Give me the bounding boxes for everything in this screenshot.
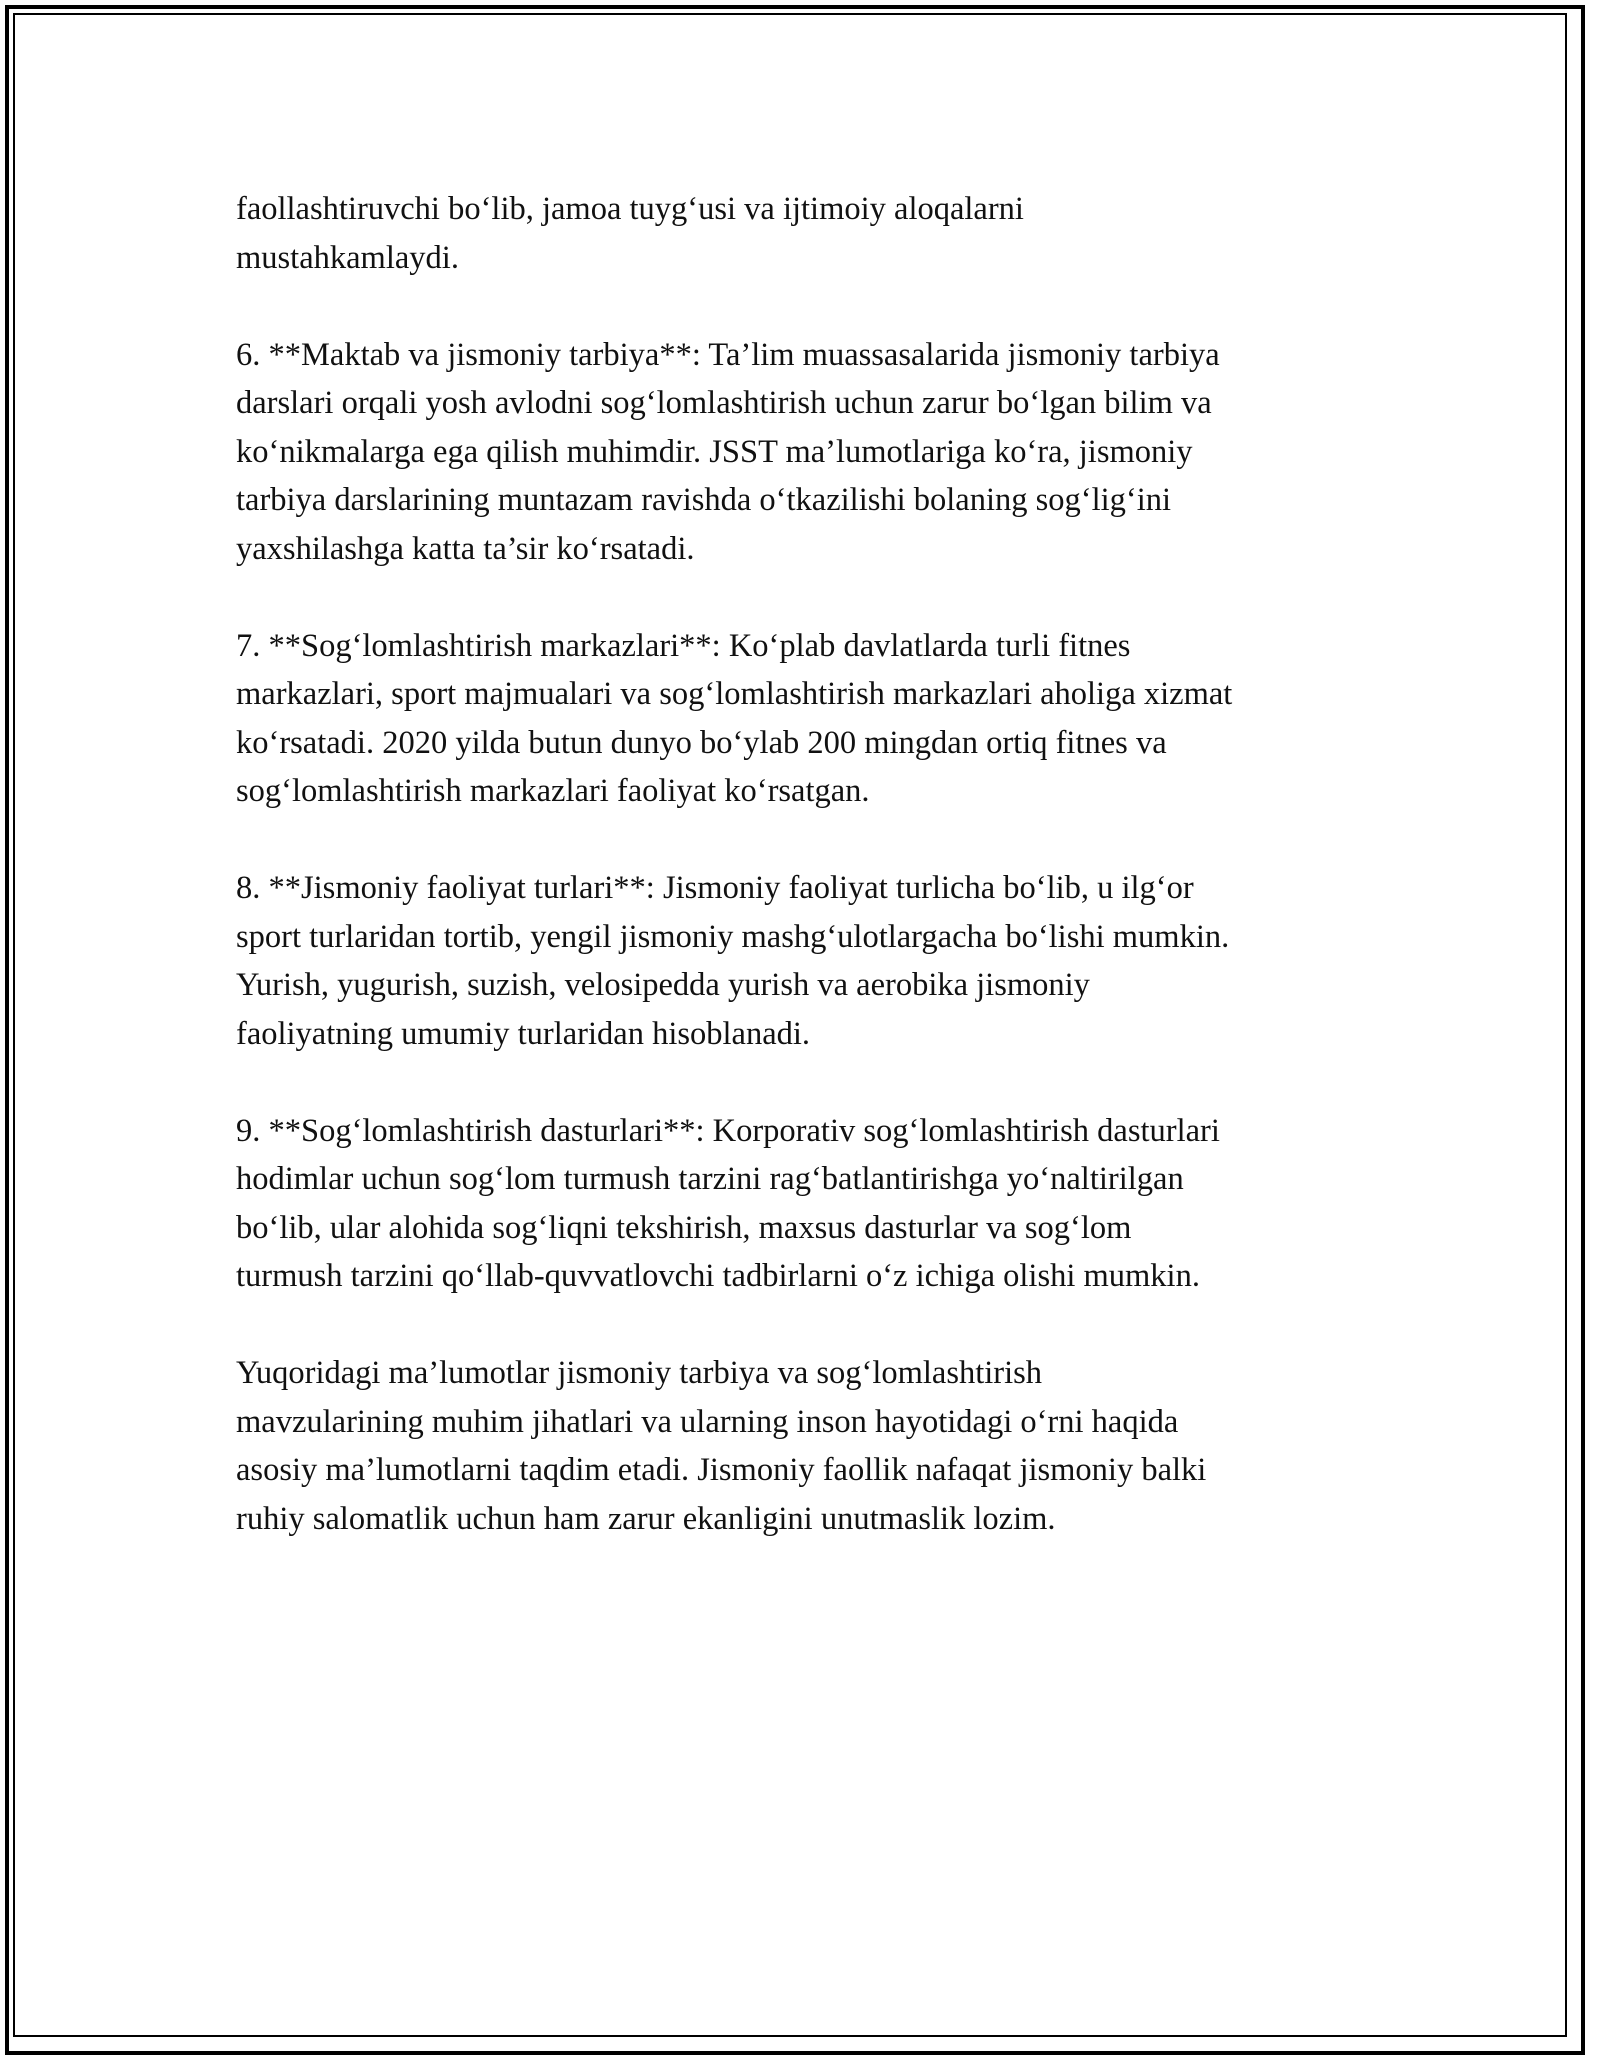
- paragraph-continuation: faollashtiruvchi bo‘lib, jamoa tuyg‘usi va ijtimoiy aloqalarni mustahkamlaydi.: [236, 191, 1024, 276]
- paragraph-conclusion: Yuqoridagi ma’lumotlar jismoniy tarbiya va sog‘lomlashtirish mavzularining muhim jihatlari va ularning inson hayotidagi o‘rni haqida asosiy ma’lumotlarni taqdim etadi. Jismoniy faollik nafaqat jismoniy balki ruhiy salomatlik uchun ham zarur ekanligini unutmaslik lozim.: [236, 1355, 1207, 1537]
- paragraph-item-8: 8. **Jismoniy faoliyat turlari**: Jismoniy faoliyat turlicha bo‘lib, u ilg‘or sport turlaridan tortib, yengil jismoniy mashg‘ulotlargacha bo‘lishi mumkin. Yurish, yugurish, suzish, velosipedda yurish va aerobika jismoniy faoliyatning umumiy turlaridan hisoblanadi.: [236, 870, 1230, 1052]
- paragraph-item-9: 9. **Sog‘lomlashtirish dasturlari**: Korporativ sog‘lomlashtirish dasturlari hodimlar uchun sog‘lom turmush tarzini rag‘batlantirishga yo‘naltirilgan bo‘lib, ular alohida sog‘liqni tekshirish, maxsus dasturlar va sog‘lom turmush tarzini qo‘llab-quvvatlovchi tadbirlarni o‘z ichiga olishi mumkin.: [236, 1112, 1220, 1294]
- paragraph-item-6: 6. **Maktab va jismoniy tarbiya**: Ta’lim muassasalarida jismoniy tarbiya darslari orqali yosh avlodni sog‘lomlashtirish uchun zarur bo‘lgan bilim va ko‘nikmalarga ega qilish muhimdir. JSST ma’lumotlariga ko‘ra, jismoniy tarbiya darslarining muntazam ravishda o‘tkazilishi bolaning sog‘lig‘ini yaxshilashga katta ta’sir ko‘rsatadi.: [236, 336, 1220, 567]
- document-body: [236, 185, 1366, 1592]
- paragraph-item-7: 7. **Sog‘lomlashtirish markazlari**: Ko‘plab davlatlarda turli fitnes markazlari, sport majmualari va sog‘lomlashtirish markazlari aholiga xizmat ko‘rsatadi. 2020 yilda butun dunyo bo‘ylab 200 mingdan ortiq fitnes va sog‘lomlashtirish markazlari faoliyat ko‘rsatgan.: [236, 627, 1233, 809]
